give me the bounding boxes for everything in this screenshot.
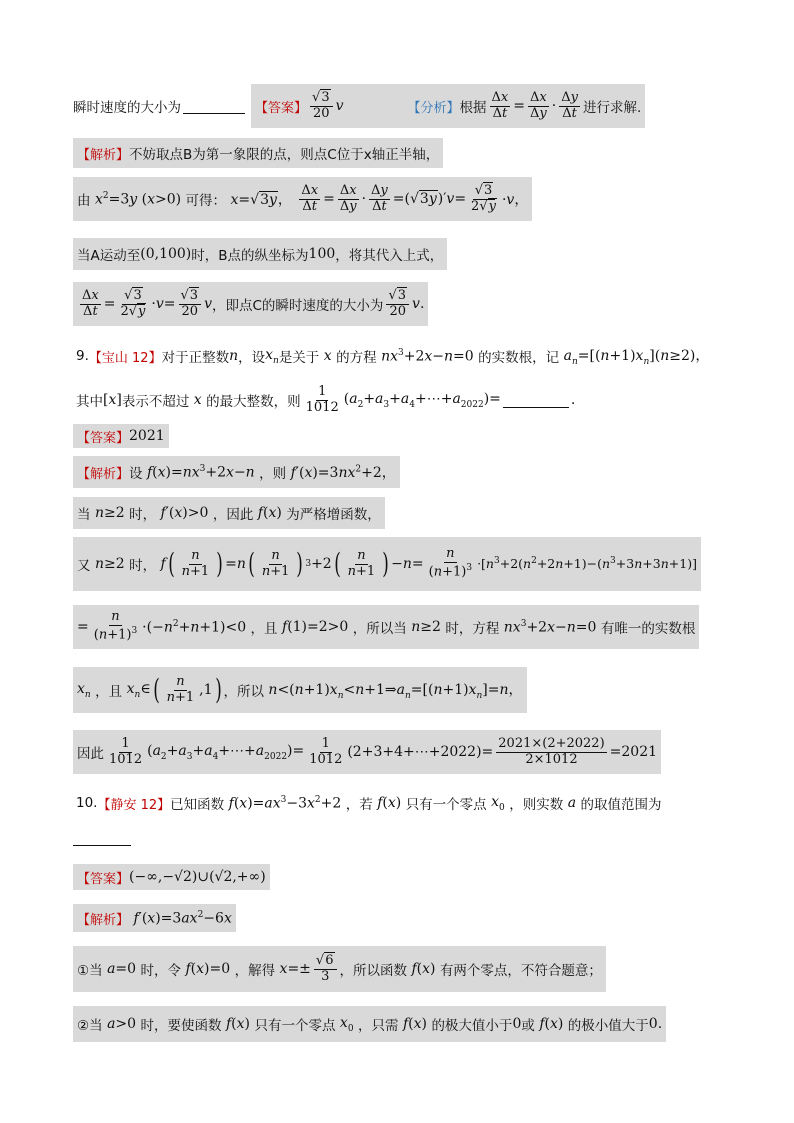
- q10-c2c: 只有一个零点: [254, 1018, 336, 1034]
- q9-line-2: 其中 [x] 表示不超过 x 的最大整数，则 $\frac{1}{1012}$ $(a_2+a_3+a_4+\cdots+a_{2022})=$ .: [76, 383, 576, 415]
- q9-sol-line-4: = $\frac{n}{(n+1)^3}$ $\cdot(-n^2+n+1)<0$ ，且 f(1)=2>0 ，所以当 n≥2 时，方程 $nx^3+2x-n=0$ 有唯一的实数根: [73, 605, 699, 649]
- q10-c1a: ①当: [77, 963, 103, 979]
- q10-number: 10.: [76, 795, 98, 811]
- analysis-text: 根据: [459, 100, 487, 116]
- solution-line-1: [73, 138, 443, 168]
- q9-text-7: 表示不超过: [121, 394, 190, 410]
- sol-get: 可得：: [185, 193, 227, 209]
- q10-blank: [73, 831, 131, 846]
- solution-text-1: 不妨取点B为第一象限的点，则点C位于x轴正半轴，: [129, 147, 440, 163]
- answer-label: 【答案】: [255, 100, 308, 116]
- q10-blank-line: [73, 828, 131, 848]
- q10-sol-line-1: 【解析】 $f'(x)=3ax^2-6x$: [73, 904, 236, 932]
- q9-s1a: 设: [129, 466, 143, 482]
- q9-sol-line-2: 当 n≥2 时， f′(x)>0 ，因此 f(x) 为严格增函数，: [73, 497, 385, 529]
- solution-line-3: [73, 238, 447, 270]
- q10-c2e: 的极大值小于: [431, 1018, 513, 1034]
- q9-s4b: ，所以当: [352, 621, 407, 637]
- sol-point: (0,100): [140, 246, 192, 262]
- q10-c2d: ，只需: [358, 1018, 399, 1034]
- q9-sol-line-5: $x_n$ ，且 $x_n\in$ ( $\frac{n}{n+1}$ ,1 ) ，所以 $n<(n+1)x_n<n+1\Rightarrow a_n=[(n+1)x_n]=n$，: [73, 667, 527, 713]
- q10-text-1: 已知函数: [170, 797, 225, 813]
- q9-number: 9.: [76, 348, 89, 364]
- q9-s4a: ，且: [250, 621, 278, 637]
- solution-line-2: 由 $x^2=3y$ (x>0) 可得： x=√3y， $\frac{\Delta x}{\Delta t}$ = $\frac{\Delta x}{\Delta y}$ · $\frac{\Delta y}{\Delta t}$ =(√3y)′v= $\frac{√3}{2√y}$ ·v，: [73, 177, 532, 221]
- solution-line-4: $\frac{\Delta x}{\Delta t}$ = $\frac{√3}{2√y}$ ·v= $\frac{√3}{20}$ v ，即点C的瞬时速度的大小为 $\frac{√3}{20}$ v.: [73, 282, 428, 326]
- analysis-tail: 进行求解.: [582, 100, 642, 116]
- q9-answer-line: [73, 424, 169, 448]
- q9-s2c: ，因此: [212, 507, 254, 523]
- q10-answer-value: (−∞,−√2)∪(√2,+∞): [129, 869, 266, 885]
- q10-text-3: 只有一个零点: [405, 797, 487, 813]
- q9-s4c: 时，方程: [445, 621, 500, 637]
- q9-sol-line-6: 因此 $\frac{1}{1012}$ $(a_2+a_3+a_4+\cdots+a_{2022})=$ $\frac{1}{1012}$ (2+3+4+⋯+2022)= $\frac{2021\times(2+2022)}{2\times 1012}$ =2021: [73, 730, 661, 774]
- q10-case-1: ①当 a=0 时，令 f(x)=0 ，解得 x=± $\frac{√6}{3}$ ，所以函数 f(x) 有两个零点，不符合题意；: [73, 946, 606, 992]
- q10-c1d: ，所以函数: [339, 963, 407, 979]
- q10-solution-label: 【解析】: [77, 912, 130, 928]
- q9-answer-label: 【答案】: [77, 430, 130, 446]
- q9-s2a: 当: [77, 507, 91, 523]
- q10-source: 【静安 12】: [97, 797, 171, 813]
- q9-s5b: ，所以: [223, 684, 264, 700]
- sol-substitute: ，将其代入上式，: [335, 248, 444, 264]
- q9-text-8: 的最大整数，则: [206, 394, 301, 410]
- q10-c2f: 0: [512, 1016, 522, 1032]
- q9-solution-label: 【解析】: [77, 466, 130, 482]
- q10-line-1: 10. 【静安 12】 已知函数 $f(x)=ax^3-3x^2+2$ ，若 f(x) 只有一个零点 $x_0$ ，则实数 a 的取值范围为: [76, 793, 662, 813]
- q9-sol-line-1: 【解析】 设 $f(x)=nx^3+2x-n$ ，则 $f'(x)=3nx^2+2$，: [73, 456, 400, 488]
- solution-label: 【解析】: [77, 147, 130, 163]
- q9-text-5: 的实数根，记: [478, 350, 560, 366]
- q9-text-4: 的方程: [336, 350, 377, 366]
- sol-100: 100: [308, 246, 336, 262]
- analysis-label: 【分析】: [407, 100, 460, 116]
- q9-text-3: 是关于: [278, 350, 320, 366]
- q10-answer-line: [73, 864, 270, 890]
- q10-case-2: ②当 a>0 时，要使函数 f(x) 只有一个零点 $x_0$ ，只需 f(x) 的极大值小于 0 或 f(x) 的极小值大于 0.: [73, 1006, 666, 1042]
- q10-answer-label: 【答案】: [77, 871, 130, 887]
- q10-c2i: 0.: [648, 1016, 663, 1032]
- q9-s3b: 时，: [129, 558, 157, 574]
- q9-text-6: 其中: [76, 394, 103, 410]
- q10-c2g: 或: [521, 1018, 535, 1034]
- q9-sol-line-3: 又 n≥2 时， f ( $\frac{n}{n+1}$ ) =n ( $\frac{n}{n+1}$ ) 3 +2 ( $\frac{n}{n+1}$ ) −n= $\frac{n}{(n+1)^3}$ $\cdot[n^3+2(n^2+2n+1)-(n^3+3n+3n+1)]$: [73, 537, 701, 591]
- q9-s2b: 时，: [129, 507, 157, 523]
- q9-line-1: 9. 【宝山 12】 对于正整数 n ，设 $x_n$ 是关于 x 的方程 $nx^3+2x-n=0$ 的实数根，记 $a_n=[(n+1)x_n](n\ge 2)$，: [76, 346, 710, 367]
- sol-instant-speed: ，即点C的瞬时速度的大小为: [212, 298, 384, 314]
- q9-answer-value: 2021: [129, 428, 165, 444]
- sol-from: 由: [77, 193, 91, 209]
- q10-c2b: 时，要使函数: [140, 1018, 222, 1034]
- sol-when-a: 当A运动至: [77, 248, 141, 264]
- q9-s2d: 为严格增函数，: [286, 507, 381, 523]
- q10-c2h: 的极小值大于: [567, 1018, 649, 1034]
- q10-c2a: ②当: [77, 1018, 103, 1034]
- q9-text-1: 对于正整数: [161, 350, 230, 366]
- q9-source: 【宝山 12】: [88, 350, 162, 366]
- q9-s4d: 有唯一的实数根: [600, 621, 696, 637]
- q9-s3a: 又: [77, 558, 91, 574]
- sol-b-coord: 时，B点的纵坐标为: [191, 248, 309, 264]
- answer-box: 【答案】 $\frac{√3}{20}$ v 【分析】 根据 $\frac{\Delta x}{\Delta t}$ = $\frac{\Delta x}{\Delta y}$ · $\frac{\Delta y}{\Delta t}$ 进行求解.: [251, 84, 645, 128]
- q9-blank: [503, 393, 569, 408]
- top-answer-line: [73, 84, 645, 128]
- q9-s5a: ，且: [95, 684, 123, 700]
- q10-text-2: ，若: [345, 797, 373, 813]
- q10-c1e: 有两个零点，不符合题意；: [439, 963, 602, 979]
- q10-text-4: ，则实数: [509, 797, 564, 813]
- answer-fraction: $\frac{√3}{20}$: [310, 91, 333, 122]
- answer-blank: [183, 99, 245, 114]
- q9-s1b: ，则: [259, 466, 287, 482]
- prefix-text: 瞬时速度的大小为: [73, 100, 181, 116]
- q10-text-5: 的取值范围为: [580, 797, 662, 813]
- q9-s6a: 因此: [77, 746, 104, 762]
- q10-c1c: ，解得: [234, 963, 276, 979]
- q10-c1b: 时，令: [140, 963, 182, 979]
- q9-text-2: ，设: [238, 350, 266, 366]
